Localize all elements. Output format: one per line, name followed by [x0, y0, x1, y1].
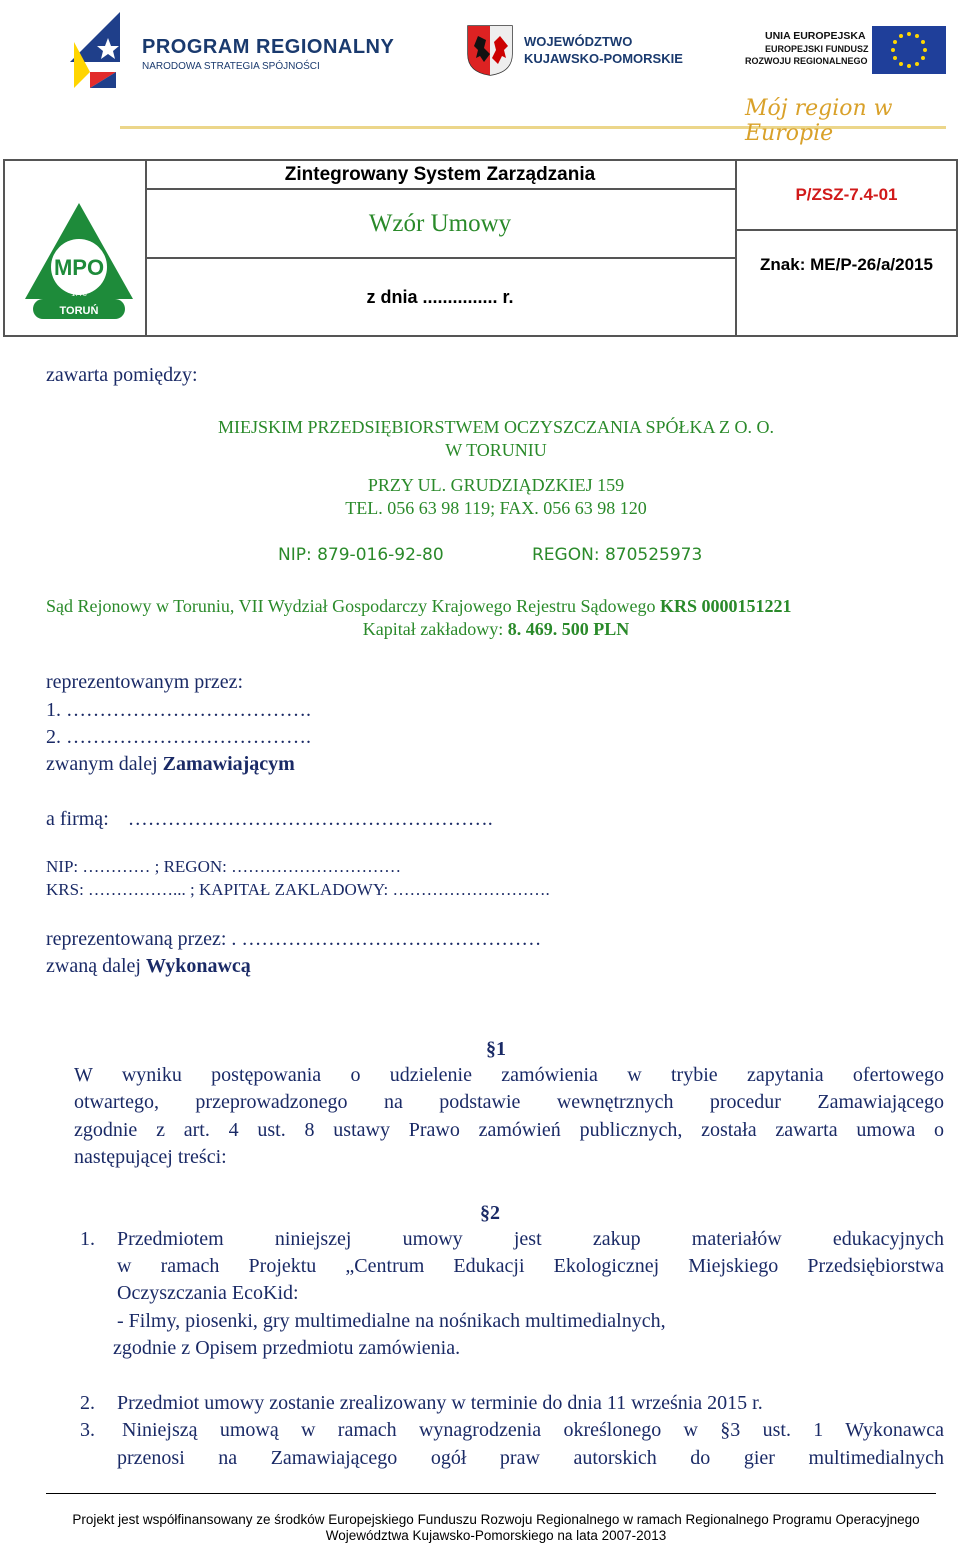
- svg-text:MPO: MPO: [53, 255, 105, 280]
- contractor-nip-regon: NIP: ………… ; REGON: …………………………: [46, 857, 402, 876]
- item-2-number: 2.: [80, 1392, 95, 1414]
- ue-line3: ROZWOJU REGIONALNEGO: [745, 56, 868, 66]
- item-1-line-4: - Filmy, piosenki, gry multimedialne na nośnikach multimedialnych,: [117, 1310, 666, 1332]
- company-regon: REGON: 870525973: [532, 545, 703, 565]
- firm-dots: ……………………………………………….: [127, 808, 493, 830]
- item-3-line-1: Niniejszą umową w ramach wynagrodzenia określonego w §3 ust. 1 Wykonawca: [122, 1419, 944, 1441]
- item-1-number: 1.: [80, 1228, 95, 1250]
- wojewodztwo-coat-of-arms-icon: [466, 24, 514, 76]
- form-header-table: [3, 159, 958, 337]
- logos-header: [0, 0, 960, 146]
- ue-line2: EUROPEJSKI FUNDUSZ: [765, 44, 869, 54]
- doc-sign: Znak: ME/P-26/a/2015: [760, 255, 933, 274]
- item-1-line-5: zgodnie z Opisem przedmiotu zamówienia.: [113, 1337, 461, 1359]
- company-name-line2: W TORUNIU: [445, 440, 547, 460]
- slogan-text: Mój region w Europie: [745, 96, 893, 146]
- represented-by: reprezentowanym przez:: [46, 671, 244, 693]
- krs-number: KRS 0000151221: [660, 596, 792, 616]
- footer-rule: [46, 1493, 936, 1494]
- wojewodztwo-line1: WOJEWÓDZTWO: [524, 34, 633, 49]
- firm-line: [46, 808, 493, 831]
- eu-flag-icon: [872, 26, 946, 74]
- item-3-line-2: przenosi na Zamawiającego ogół praw autorskich do gier multimedialnych: [117, 1447, 944, 1469]
- section-1-line-2: otwartego, przeprowadzonego na podstawie wewnętrznych procedur Zamawiającego: [74, 1091, 944, 1113]
- share-capital: [120, 619, 872, 640]
- program-regionalny-subtitle: NARODOWA STRATEGIA SPÓJNOŚCI: [142, 61, 320, 72]
- section-1-line-1: W wyniku postępowania o udzielenie zamówienia w trybie zapytania ofertowego: [74, 1064, 944, 1086]
- company-nip: NIP: 879-016-92-80: [278, 545, 444, 565]
- contractor-name: Wykonawcą: [145, 955, 251, 977]
- company-phone: TEL. 056 63 98 119; FAX. 056 63 98 120: [345, 498, 647, 518]
- doc-title: Wzór Umowy: [368, 210, 512, 237]
- contractor-represented: reprezentowaną przez: . ………………………………………: [46, 928, 542, 950]
- representative-1: 1. ……………………………….: [46, 699, 311, 721]
- called-ordering-party: [46, 753, 295, 776]
- item-2-text: Przedmiot umowy zostanie zrealizowany w terminie do dnia 11 września 2015 r.: [117, 1392, 763, 1414]
- capital-value: 8. 469. 500 PLN: [507, 619, 630, 639]
- doc-code: P/ZSZ-7.4-01: [795, 185, 898, 204]
- called-prefix: zwanym dalej: [46, 753, 158, 775]
- footer-line-2: Województwa Kujawsko-Pomorskiego na lata 2007-2013: [325, 1528, 667, 1543]
- section-1-line-3: zgodnie z art. 4 ust. 8 ustawy Prawo zamówień publicznych, została zawarta umowa o: [74, 1119, 944, 1141]
- system-title: Zintegrowany System Zarządzania: [284, 164, 596, 185]
- footer-line-1: Projekt jest współfinansowany ze środków Europejskiego Funduszu Rozwoju Regionalnego w ramach Regionalnego Programu Operacyjnego: [72, 1512, 920, 1527]
- called-f-prefix: zwaną dalej: [46, 955, 141, 977]
- court-text: Sąd Rejonowy w Toruniu, VII Wydział Gospodarczy Krajowego Rejestru Sądowego: [46, 596, 656, 616]
- section-1-line-4: następującej treści:: [74, 1146, 227, 1168]
- section-2-mark: §2: [480, 1202, 500, 1224]
- item-1-line-2: w ramach Projektu „Centrum Edukacji Ekologicznej Miejskiego Przedsiębiorstwa: [117, 1255, 944, 1277]
- item-1-line-3: Oczyszczania EcoKid:: [117, 1282, 299, 1304]
- svg-text:1778: 1778: [71, 291, 87, 298]
- ue-line1: UNIA EUROPEJSKA: [765, 30, 866, 42]
- mpo-logo: [23, 201, 135, 321]
- program-regionalny-emblem: [70, 12, 140, 88]
- court-register: [46, 596, 792, 617]
- company-name-line1: MIEJSKIM PRZEDSIĘBIORSTWEM OCZYSZCZANIA SPÓŁKA Z O. O.: [217, 417, 775, 437]
- company-address: PRZY UL. GRUDZIĄDZKIEJ 159: [367, 475, 625, 495]
- svg-text:TORUŃ: TORUŃ: [59, 305, 99, 317]
- contractor-krs-capital: KRS: ……………... ; KAPITAŁ ZAKLADOWY: ……………………….: [46, 880, 550, 899]
- representative-2: 2. ……………………………….: [46, 726, 311, 748]
- date-line: z dnia ............... r.: [366, 287, 514, 307]
- intro-text: zawarta pomiędzy:: [46, 364, 198, 386]
- program-regionalny-title: PROGRAM REGIONALNY: [142, 36, 395, 58]
- called-contractor: [46, 955, 251, 978]
- section-1-mark: §1: [486, 1038, 506, 1060]
- ordering-party-name: Zamawiającym: [162, 753, 295, 775]
- item-3-number: 3.: [80, 1419, 95, 1441]
- wojewodztwo-line2: KUJAWSKO-POMORSKIE: [524, 51, 683, 66]
- capital-label: Kapitał zakładowy:: [362, 619, 504, 639]
- item-1-line-1: Przedmiotem niniejszej umowy jest zakup materiałów edukacyjnych: [117, 1228, 944, 1250]
- firm-label: a firmą:: [46, 808, 109, 830]
